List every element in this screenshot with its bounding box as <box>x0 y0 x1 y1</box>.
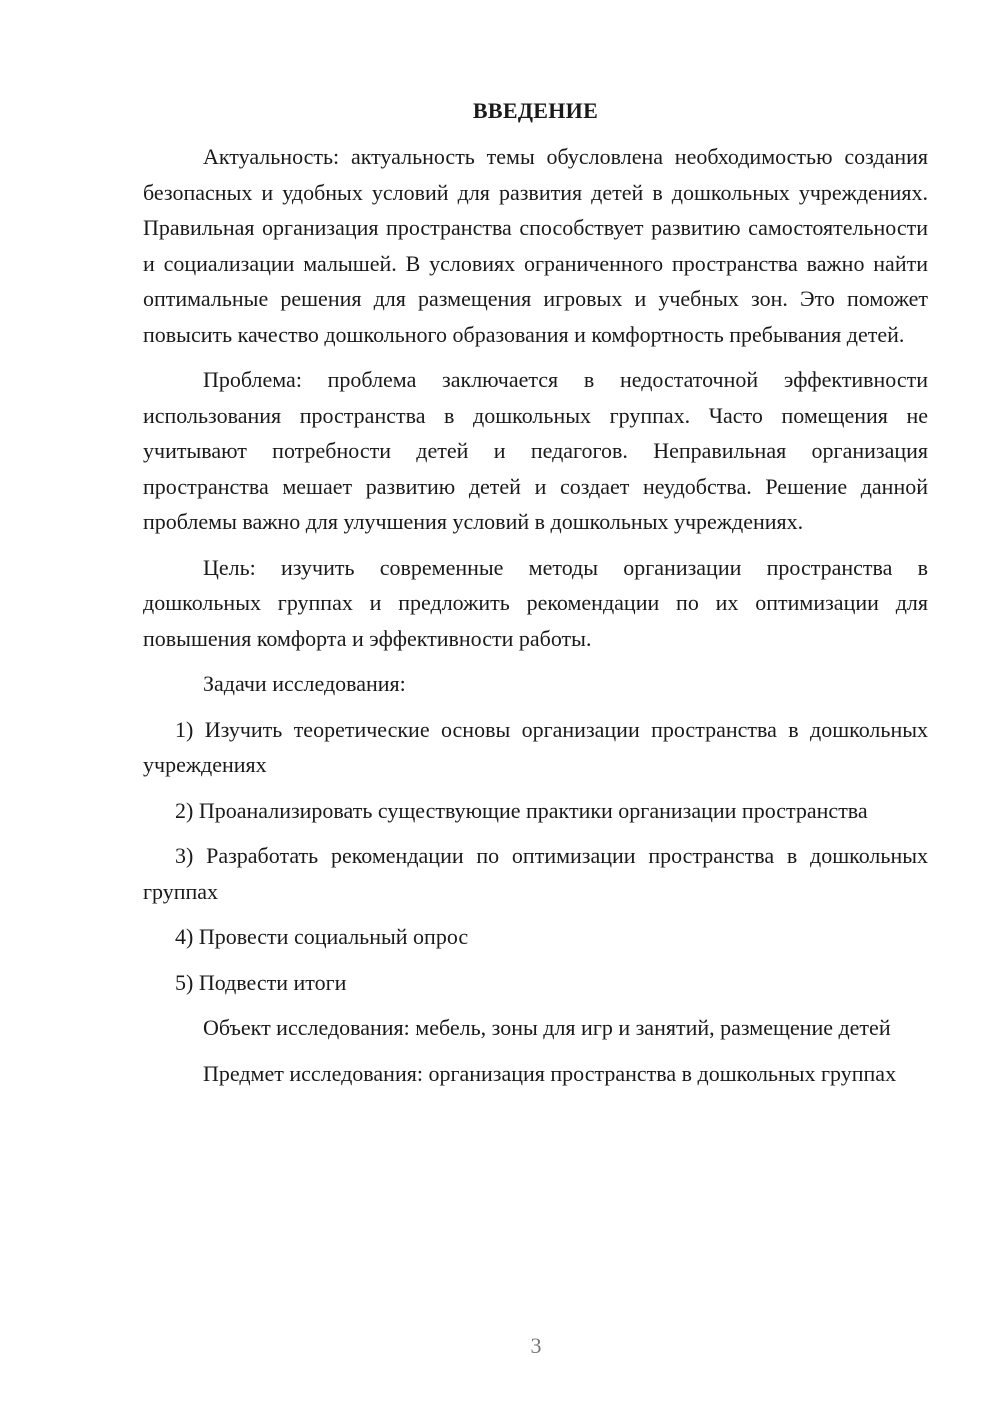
task-item-4: 4) Провести социальный опрос <box>175 924 469 949</box>
tasks-heading: Задачи исследования: <box>203 671 406 696</box>
page-number: 3 <box>530 1333 542 1358</box>
page-title: ВВЕДЕНИЕ <box>472 98 599 123</box>
paragraph-subject: Предмет исследования: организация пространства в дошкольных группах <box>203 1060 897 1086</box>
task-item-2: 2) Проанализировать существующие практики организации пространства <box>175 797 868 823</box>
task-item-5: 5) Подвести итоги <box>175 969 347 995</box>
task-item-1: 1) Изучить теоретические основы организации пространства в дошкольных учреждениях <box>143 716 928 777</box>
paragraph-relevance: Актуальность: актуальность темы обусловлена необходимостью создания безопасных и удобных условий для развития детей в дошкольных учреждениях. Правильная организация пространства способствует развитию самостоятельности и социализации малышей. В условиях ограниченного пространства важно найти оптимальные решения для размещения игровых и учебных зон. Это поможет повысить качество дошкольного образования и комфортность пребывания детей. <box>143 144 928 347</box>
paragraph-problem: Проблема: проблема заключается в недостаточной эффективности использования пространства в дошкольных группах. Часто помещения не учитывают потребности детей и педагогов. Неправильная организация пространства мешает развитию детей и создает неудобства. Решение данной проблемы важно для улучшения условий в дошкольных учреждениях. <box>143 367 928 534</box>
paragraph-object: Объект исследования: мебель, зоны для игр и занятий, размещение детей <box>203 1015 891 1040</box>
page-content <box>143 93 928 1101</box>
paragraph-goal: Цель: изучить современные методы организации пространства в дошкольных группах и предложить рекомендации по их оптимизации для повышения комфорта и эффективности работы. <box>143 554 928 651</box>
task-item-3: 3) Разработать рекомендации по оптимизации пространства в дошкольных группах <box>143 843 928 904</box>
